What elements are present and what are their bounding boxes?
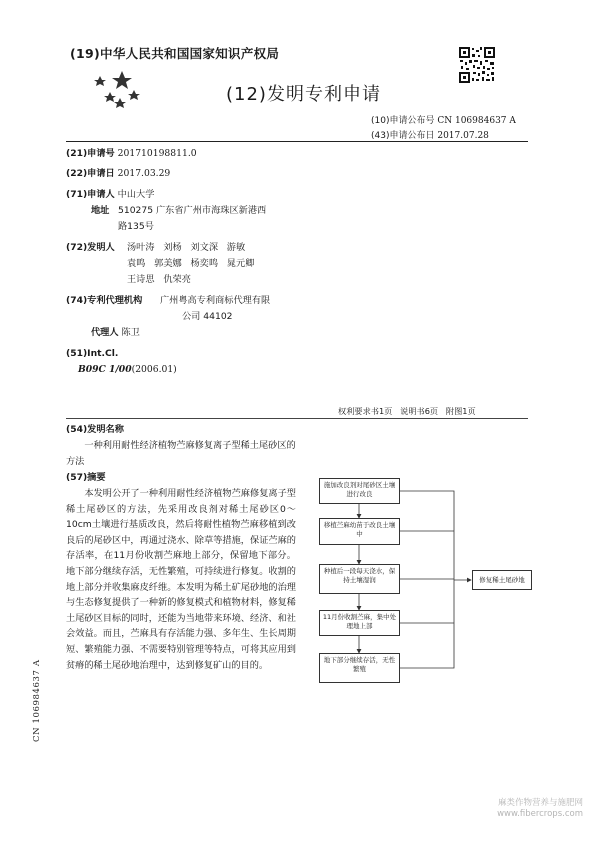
abstract-text: 本发明公开了一种利用耐性经济植物苎麻修复离子型稀土尾砂区的方法，先采用改良剂对稀土尾砂区0～10cm土壤进行基质改良，然后将耐性植物苎麻移植到改良后的尾砂区中，再通过浇水、除草等措施，保证苎麻的存活率，在11月份收割苎麻地上部分，保留地下部分。地下部分继续存活，无性繁殖，可持续进行修复。收割的地上部分并收集麻皮纤维。本发明为稀土矿尾砂地的治理与生态修复提供了一种新的修复模式和植物材料，修复稀土尾砂区目标的同时，还能为当地带来环境、经济、和社会效益。而且，苎麻具有存活能力强、多年生、生长周期短、繁殖能力强、不需要特别管理等特点，可将其应用到贫瘠的稀土尾砂地治理中，达到修复矿山的目的。 bbox=[66, 488, 296, 671]
application-number-row bbox=[66, 146, 197, 162]
watermark-line-2: www.fibercrops.com bbox=[497, 809, 583, 819]
document-type-title: (12)发明专利申请 bbox=[226, 84, 381, 105]
application-number: 201710198811.0 bbox=[117, 148, 197, 159]
flow-step-5: 地下部分继续存活，无性繁殖 bbox=[319, 653, 400, 683]
qr-code-icon bbox=[458, 46, 496, 84]
agent-row bbox=[91, 325, 140, 341]
invention-title: 一种利用耐性经济植物苎麻修复离子型稀土尾砂区的方法 bbox=[66, 440, 296, 467]
agency-line-2: 公司 44102 bbox=[182, 311, 233, 322]
header-divider bbox=[66, 141, 528, 142]
intcl-year: (2006.01) bbox=[131, 364, 177, 375]
watermark-line-1: 麻类作物营养与施肥网 bbox=[497, 798, 583, 808]
publication-number: CN 106984637 A bbox=[437, 116, 516, 126]
agency-line-1: 广州粤高专利商标代理有限 bbox=[160, 295, 271, 306]
flow-step-3: 种植后一段每天浇水，保持土壤湿润 bbox=[319, 564, 400, 594]
inventors-label: (72)发明人 bbox=[66, 242, 115, 253]
address-line-1: 510275 广东省广州市海珠区新港西 bbox=[118, 205, 267, 216]
agency-label: (74)专利代理机构 bbox=[66, 295, 143, 306]
flow-step-1: 施加改良剂对尾砂区土壤进行改良 bbox=[319, 478, 400, 504]
sidebar-publication-id: CN 106984637 A bbox=[32, 659, 42, 742]
pages-summary: 权利要求书1页 说明书6页 附图1页 bbox=[338, 406, 476, 416]
applicant-row bbox=[66, 187, 154, 203]
invention-title-label: (54)发明名称 bbox=[66, 424, 124, 435]
intcl-code: B09C 1/00 bbox=[78, 364, 132, 375]
flow-step-4: 11月份收割苎麻，集中处理地上部 bbox=[319, 610, 400, 636]
publication-date-line bbox=[371, 128, 489, 141]
publication-date-label: (43)申请公布日 bbox=[371, 131, 435, 141]
publication-number-label: (10)申请公布号 bbox=[371, 116, 435, 126]
flowchart bbox=[318, 470, 536, 700]
flow-result: 修复稀土尾砂地 bbox=[472, 570, 532, 590]
inventors-line-2: 袁鸣 郭美娜 杨奕鸣 晁元卿 bbox=[127, 258, 255, 269]
watermark bbox=[497, 798, 583, 820]
inventors-line-3: 王诗思 仇荣亮 bbox=[127, 274, 191, 285]
intcl-label: (51)Int.Cl. bbox=[66, 348, 119, 359]
application-date-row bbox=[66, 166, 170, 182]
agent-name: 陈卫 bbox=[121, 327, 140, 338]
office-name: (19)中华人民共和国国家知识产权局 bbox=[70, 46, 280, 61]
abstract-label: (57)摘要 bbox=[66, 472, 106, 483]
agent-label: 代理人 bbox=[91, 327, 119, 338]
application-number-label: (21)申请号 bbox=[66, 148, 115, 159]
cnipa-emblem-icon bbox=[92, 68, 152, 116]
address-label: 地址 bbox=[91, 205, 110, 216]
application-date: 2017.03.29 bbox=[117, 168, 171, 179]
inventors-line-1: 汤叶涛 刘杨 刘文深 游敏 bbox=[127, 242, 246, 253]
intcl-row bbox=[78, 362, 177, 378]
flow-step-2: 移植苎麻幼苗于改良土壤中 bbox=[319, 518, 400, 545]
applicant-label: (71)申请人 bbox=[66, 189, 115, 200]
application-date-label: (22)申请日 bbox=[66, 168, 115, 179]
publication-number-line bbox=[371, 113, 516, 126]
section-divider bbox=[66, 418, 528, 419]
address-line-2: 路135号 bbox=[118, 221, 154, 232]
publication-date: 2017.07.28 bbox=[437, 131, 489, 141]
applicant-name: 中山大学 bbox=[117, 189, 155, 200]
